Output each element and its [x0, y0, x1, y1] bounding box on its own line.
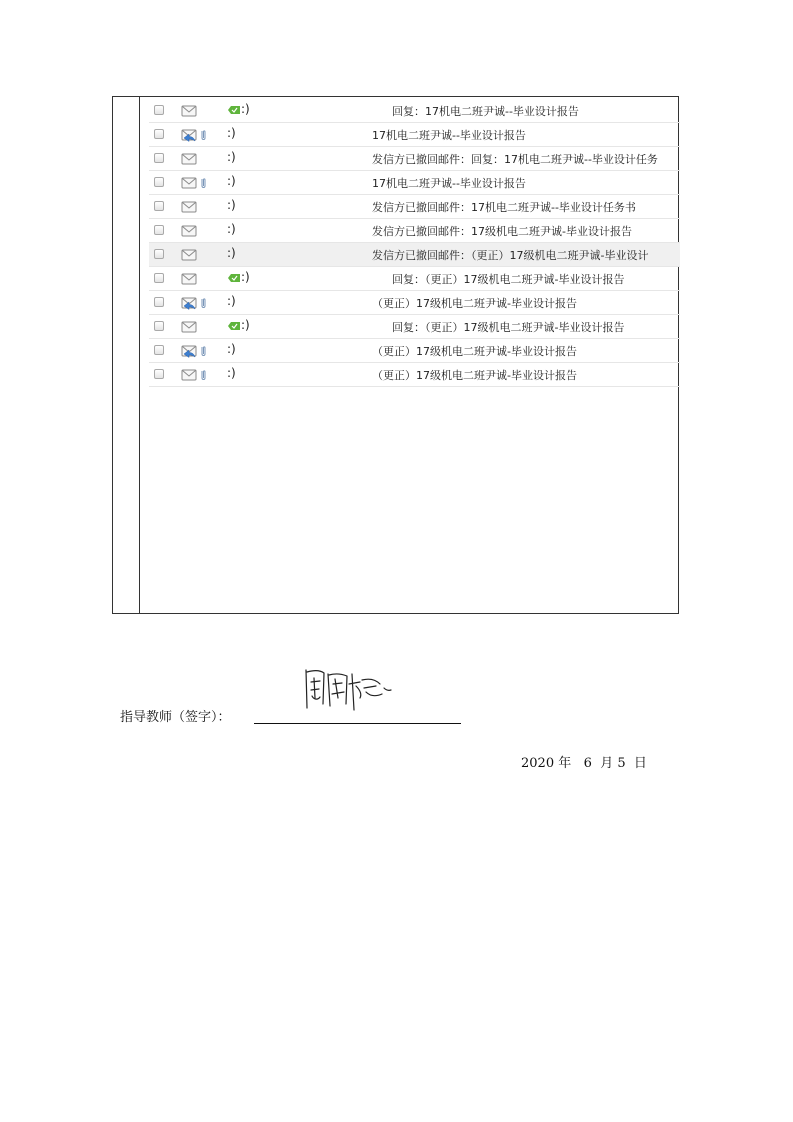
- envelope-icon: [181, 344, 211, 358]
- green-tag-icon: [227, 321, 241, 331]
- mail-subject[interactable]: 17机电二班尹诚--毕业设计报告: [372, 129, 526, 142]
- emoticon: :): [227, 126, 236, 140]
- emoticon: :): [227, 366, 236, 380]
- mail-row[interactable]: [149, 99, 680, 123]
- green-tag-icon: [227, 105, 241, 115]
- envelope-icon: [181, 224, 211, 238]
- mail-screenshot-frame: [112, 96, 679, 614]
- mail-row[interactable]: [149, 219, 680, 243]
- date: [521, 752, 647, 771]
- emoticon: :): [227, 198, 236, 212]
- checkbox-icon[interactable]: [154, 129, 164, 139]
- emoticon: :): [227, 294, 236, 308]
- mail-row[interactable]: [149, 315, 680, 339]
- emoticon: :): [227, 246, 236, 260]
- mail-row[interactable]: [149, 291, 680, 315]
- mail-row[interactable]: [149, 267, 680, 291]
- checkbox-icon[interactable]: [154, 297, 164, 307]
- handwritten-signature: [300, 664, 395, 724]
- envelope-icon: [181, 320, 211, 334]
- mail-subject[interactable]: 发信方已撤回邮件：17机电二班尹诚--毕业设计任务书: [372, 201, 636, 214]
- mail-subject[interactable]: （更正）17级机电二班尹诚-毕业设计报告: [372, 345, 577, 358]
- mail-subject[interactable]: 17机电二班尹诚--毕业设计报告: [372, 177, 526, 190]
- mail-row[interactable]: [149, 123, 680, 147]
- envelope-icon: [181, 368, 211, 382]
- emoticon: :): [227, 174, 236, 188]
- mail-row[interactable]: [149, 147, 680, 171]
- date-month: 6: [583, 756, 592, 771]
- checkbox-icon[interactable]: [154, 225, 164, 235]
- envelope-icon: [181, 128, 211, 142]
- mail-subject[interactable]: 回复：（更正）17级机电二班尹诚-毕业设计报告: [392, 321, 625, 334]
- mail-row[interactable]: [149, 171, 680, 195]
- mail-subject[interactable]: 回复：17机电二班尹诚--毕业设计报告: [392, 105, 579, 118]
- checkbox-icon[interactable]: [154, 153, 164, 163]
- checkbox-icon[interactable]: [154, 345, 164, 355]
- envelope-icon: [181, 152, 211, 166]
- emoticon: :): [241, 318, 250, 332]
- emoticon: :): [227, 150, 236, 164]
- mail-subject[interactable]: （更正）17级机电二班尹诚-毕业设计报告: [372, 369, 577, 382]
- envelope-icon: [181, 248, 211, 262]
- mail-row[interactable]: [149, 195, 680, 219]
- mail-subject[interactable]: （更正）17级机电二班尹诚-毕业设计报告: [372, 297, 577, 310]
- mail-list: [149, 99, 680, 387]
- checkbox-icon[interactable]: [154, 249, 164, 259]
- envelope-icon: [181, 272, 211, 286]
- mail-row[interactable]: [149, 339, 680, 363]
- emoticon: :): [227, 342, 236, 356]
- emoticon: :): [241, 270, 250, 284]
- checkbox-icon[interactable]: [154, 273, 164, 283]
- date-month-unit: 月: [600, 756, 614, 771]
- mail-row[interactable]: [149, 243, 680, 267]
- mail-subject[interactable]: 回复：（更正）17级机电二班尹诚-毕业设计报告: [392, 273, 625, 286]
- envelope-icon: [181, 296, 211, 310]
- mail-row[interactable]: [149, 363, 680, 387]
- envelope-icon: [181, 104, 211, 118]
- mail-subject[interactable]: 发信方已撤回邮件：17级机电二班尹诚-毕业设计报告: [372, 225, 632, 238]
- date-day: 5: [617, 756, 626, 771]
- checkbox-icon[interactable]: [154, 321, 164, 331]
- advisor-signature-label: 指导教师（签字）：: [120, 710, 231, 725]
- date-year-unit: 年: [558, 756, 572, 771]
- checkbox-icon[interactable]: [154, 177, 164, 187]
- mail-subject[interactable]: 发信方已撤回邮件：（更正）17级机电二班尹诚-毕业设计: [372, 249, 649, 262]
- left-column: [113, 97, 140, 613]
- date-year: 2020: [521, 756, 555, 771]
- emoticon: :): [241, 102, 250, 116]
- checkbox-icon[interactable]: [154, 105, 164, 115]
- mail-subject[interactable]: 发信方已撤回邮件：回复：17机电二班尹诚--毕业设计任务: [372, 153, 658, 166]
- checkbox-icon[interactable]: [154, 369, 164, 379]
- green-tag-icon: [227, 273, 241, 283]
- emoticon: :): [227, 222, 236, 236]
- checkbox-icon[interactable]: [154, 201, 164, 211]
- envelope-icon: [181, 176, 211, 190]
- envelope-icon: [181, 200, 211, 214]
- date-day-unit: 日: [633, 756, 647, 771]
